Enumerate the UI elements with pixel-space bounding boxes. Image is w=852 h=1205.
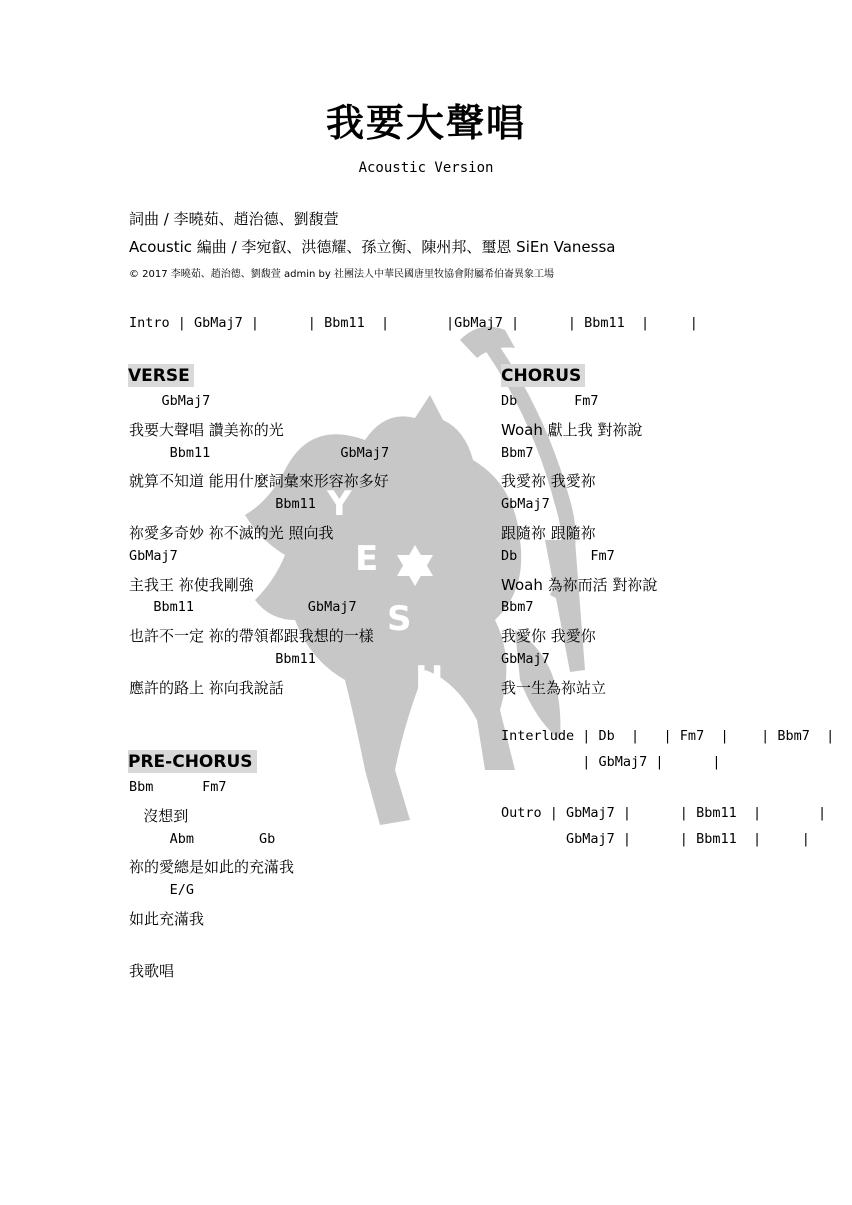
lyric-line: Woah 為祢而活 對祢說 bbox=[501, 575, 658, 594]
chord-line: Bbm11 GbMaj7 bbox=[129, 444, 390, 461]
lyric-line: 如此充滿我 bbox=[129, 910, 205, 928]
interlude-line-1: Interlude | Db | | Fm7 | | Bbm7 | bbox=[501, 728, 835, 744]
watermark-letter: A bbox=[465, 769, 492, 809]
lyric-line: Woah 獻上我 對祢說 bbox=[501, 420, 643, 439]
song-title: 我要大聲唱 bbox=[325, 101, 526, 145]
arrangement-credit: Acoustic 編曲 / 李宛叡、洪德耀、孫立衡、陳州邦、璽恩 SiEn Vanessa bbox=[129, 238, 616, 256]
chorus-heading: CHORUS bbox=[501, 364, 585, 387]
lyric-line: 沒想到 bbox=[129, 806, 189, 825]
chord-line: Abm Gb bbox=[129, 830, 276, 847]
chord-line: Bbm11 bbox=[129, 651, 316, 667]
lyric-line: 祢的愛總是如此的充滿我 bbox=[129, 858, 295, 877]
lyric-line: 我要大聲唱 讚美祢的光 bbox=[129, 420, 284, 439]
lyric-line: 也許不一定 祢的帶領都跟我想的一樣 bbox=[129, 627, 374, 646]
lyrics-music-credit: 詞曲 / 李曉茹、趙治德、劉馥萱 bbox=[129, 210, 339, 228]
pre-chorus-heading: PRE-CHORUS bbox=[128, 750, 257, 773]
outro-line-2: GbMaj7 | | Bbm11 | | bbox=[501, 831, 810, 847]
chord-line: GbMaj7 bbox=[501, 651, 550, 667]
chord-line: Bbm7 bbox=[501, 444, 534, 461]
chord-line: Db Fm7 bbox=[501, 547, 615, 564]
chord-line: Bbm Fm7 bbox=[129, 779, 227, 795]
lyric-line: 我愛你 我愛你 bbox=[501, 627, 596, 646]
chord-line: E/G bbox=[129, 882, 195, 899]
chord-line: Db Fm7 bbox=[501, 393, 599, 409]
verse-heading: VERSE bbox=[128, 364, 194, 387]
intro-chord-line: Intro | GbMaj7 | | Bbm11 | |GbMaj7 | | Bbm11 | | bbox=[129, 315, 698, 331]
chord-line: GbMaj7 bbox=[129, 547, 178, 564]
watermark-letter: Y bbox=[327, 484, 352, 524]
chord-line: Bbm7 bbox=[501, 599, 534, 616]
lyric-line: 就算不知道 能用什麼詞彙來形容祢多好 bbox=[129, 472, 389, 491]
outro-line-1: Outro | GbMaj7 | | Bbm11 | | bbox=[501, 805, 827, 821]
chord-line: GbMaj7 bbox=[129, 393, 211, 409]
watermark-letter: U bbox=[443, 714, 471, 754]
lyric-line: 祢愛多奇妙 祢不滅的光 照向我 bbox=[129, 524, 334, 542]
lyric-line: 我歌唱 bbox=[129, 961, 175, 980]
watermark-letter: S bbox=[387, 599, 412, 639]
song-subtitle: Acoustic Version bbox=[358, 160, 494, 176]
interlude-line-2: | GbMaj7 | | bbox=[501, 754, 721, 770]
chord-line: Bbm11 bbox=[129, 496, 316, 513]
lyric-line: 主我王 祢使我剛強 bbox=[129, 575, 254, 594]
watermark-letter: H bbox=[415, 659, 444, 699]
chord-line: GbMaj7 bbox=[501, 496, 550, 513]
lyric-line: 我愛祢 我愛祢 bbox=[501, 472, 596, 491]
lyric-line: 應許的路上 祢向我說話 bbox=[129, 678, 284, 697]
lyric-line: 我一生為祢站立 bbox=[501, 678, 607, 697]
copyright-notice: © 2017 李曉茹、趙治德、劉馥萱 admin by 社團法人中華民國唐里牧協會附屬希伯崙異象工場 bbox=[129, 269, 554, 280]
lyric-line: 跟隨祢 跟隨祢 bbox=[501, 524, 596, 542]
watermark-letter: E bbox=[355, 539, 379, 579]
chord-line: Bbm11 GbMaj7 bbox=[129, 599, 357, 616]
